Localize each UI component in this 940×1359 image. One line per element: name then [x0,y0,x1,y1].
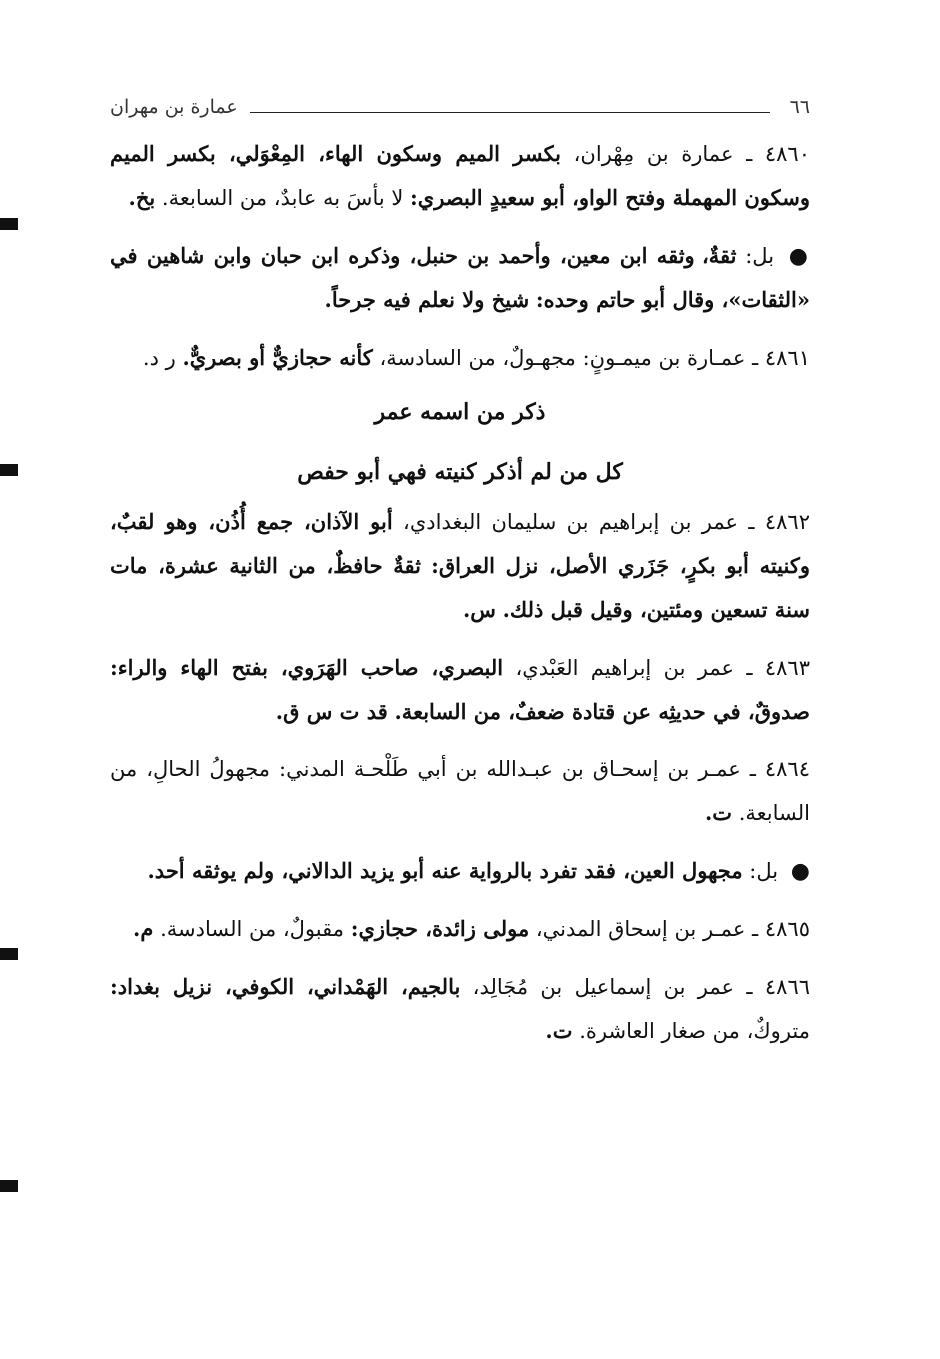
entry-description: أبو الآذان، جمع أُذُن، وهو لقبٌ، وكنيته أبو بكرٍ، جَزَري الأصل، نزل العراق: [110,509,810,578]
entry-number-name: ٤٨٦٠ ـ عمارة بن مِهْران، [573,142,810,166]
section-title: ذكر من اسمه عمر [374,399,546,425]
entry-grade: مقبولٌ، من السادسة. [160,917,344,941]
page [110,92,810,1053]
entry-code: س. [462,597,496,622]
entry-4862 [110,500,810,632]
section-subtitle: كل من لم أذكر كنيته فهي أبو حفص [297,459,623,485]
running-head [110,92,810,118]
bullet-icon: ● [790,859,810,884]
comment-text-end: شيخ ولا نعلم فيه جرحاً. [324,287,530,312]
entry-number-name: ٤٨٦٤ ـ عمـر بن إسحـاق بن عبـدالله بن أبي طَلْحـة المدني: [279,757,810,781]
entry-code: ت. [704,800,733,825]
comment-label: بل: [745,244,775,268]
page-number: ٦٦ [789,96,810,118]
entry-4866 [110,965,810,1053]
entry-number-name: ٤٨٦٥ ـ عمـر بن إسحاق المدني، [535,917,810,941]
comment-text: مجهول العين، فقد تفرد بالرواية عنه أبو يزيد الدالاني، ولم يوثقه أحد. [147,858,743,883]
entry-4864 [110,748,810,835]
comment-label: بل: [749,859,779,883]
entry-description: البصري، صاحب الهَرَوي، بفتح الهاء والراء: [110,655,504,680]
entry-grade: لا بأسَ به عابدٌ، من السابعة. [161,186,404,210]
header-rule [250,112,770,113]
entry-number-name: ٤٨٦٢ ـ عمر بن إبراهيم بن سليمان البغدادي، [403,510,810,534]
comment-text: ثقةٌ، وثقه ابن معين، وأحمد بن حنبل، وذكره ابن حبان وابن شاهين في «الثقات»، وقال أبو حاتم وحده: [110,243,810,312]
entry-number-name: ٤٨٦٣ ـ عمر بن إبراهيم العَبْدي، [515,656,810,680]
entry-code: قد ت س ق. [275,699,388,724]
entry-number-name: ٤٨٦١ ـ عمـارة بن ميمـونٍ: [582,346,810,370]
entry-code: ر د. [142,346,176,370]
entry-4861 [110,336,810,380]
margin-mark [0,948,18,960]
margin-mark [0,464,18,476]
entry-grade: ثقةٌ حافظٌ، من الثانية عشرة، مات سنة تسعين ومئتين، وقيل قبل ذلك. [110,553,810,622]
comment-4864 [110,849,810,893]
entry-number-name: ٤٨٦٦ ـ عمر بن إسماعيل بن مُجَالِد، [472,975,811,999]
entry-description: بالجيم، الهَمْداني، الكوفي، نزيل بغداد: [110,974,461,999]
entry-grade: مجهولُ الحالِ، من السابعة. [110,757,810,825]
entry-code: م. [133,916,154,941]
margin-mark [0,1180,18,1192]
entry-code: بخ. [128,185,156,210]
bullet-icon: ● [788,244,810,269]
entry-description: كأنه حجازيٌّ أو بصريٌّ. [182,345,373,370]
entry-grade: مجهـولٌ، من السادسة، [379,346,576,370]
running-title: عمارة بن مهران [110,96,238,118]
entry-grade: صدوقٌ، في حديثِه عن قتادة ضعفٌ، من السابعة. [394,699,810,724]
comment-4860 [110,234,810,322]
entry-4863 [110,646,810,734]
margin-mark [0,218,18,230]
entry-code: ت. [545,1018,573,1043]
entry-grade: متروكٌ، من صغار العاشرة. [579,1019,810,1043]
entry-4860 [110,132,810,220]
entry-description: مولى زائدة، حجازي: [350,916,530,941]
entry-description: بكسر الميم وسكون الهاء، المِعْوَلي، بكسر الميم وسكون المهملة وفتح الواو، أبو سعيدٍ البصري: [110,141,810,210]
entry-4865 [110,907,810,951]
